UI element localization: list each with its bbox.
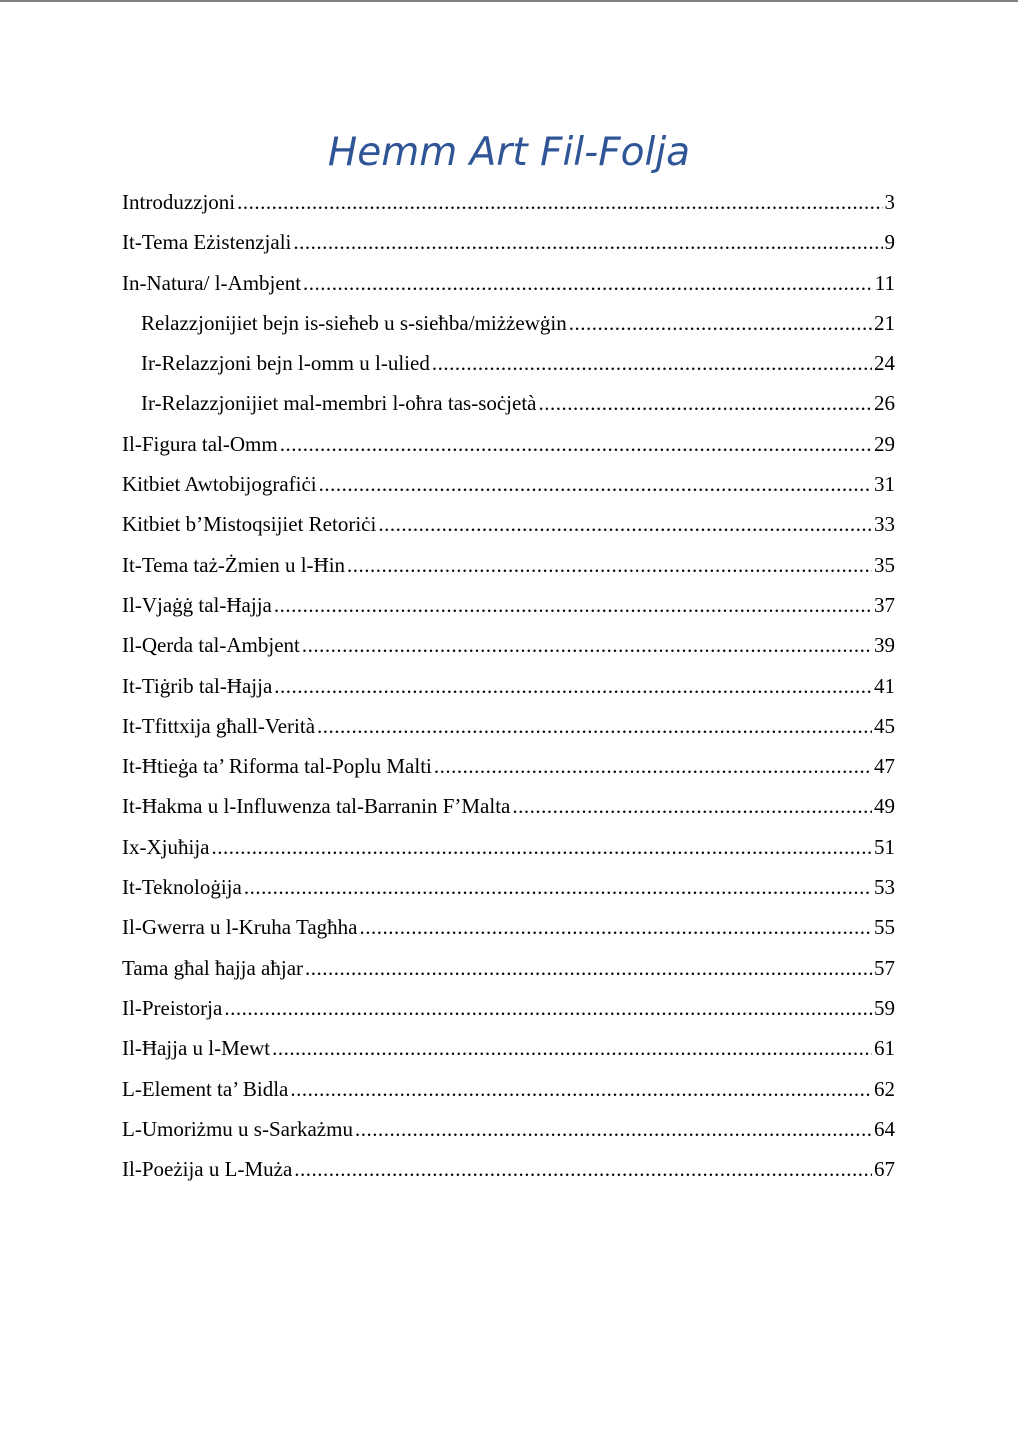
toc-page-number: 11: [874, 270, 895, 295]
toc-dot-leader: [347, 545, 872, 585]
document-title: Hemm Art Fil-Folja: [327, 130, 691, 175]
toc-dot-leader: [512, 786, 872, 826]
toc-page-number: 62: [874, 1076, 895, 1101]
toc-page-number: 37: [874, 592, 895, 617]
toc-entry-label: Ir-Relazzjonijiet mal-membri l-oħra tas-soċjetà: [141, 391, 537, 416]
toc-entry-label: It-Tiġrib tal-Ħajja: [122, 673, 273, 698]
toc-entry-label: Kitbiet b’Mistoqsijiet Retoriċi: [122, 512, 377, 537]
toc-entry-label: Il-Qerda tal-Ambjent: [122, 633, 300, 658]
toc-entry-label: Il-Ħajja u l-Mewt: [122, 1036, 271, 1061]
toc-entry[interactable]: [122, 625, 895, 665]
toc-dot-leader: [272, 1028, 872, 1068]
toc-entry[interactable]: [122, 424, 895, 464]
toc-entry-label: Il-Poeżija u L-Muża: [122, 1157, 293, 1182]
toc-entry[interactable]: [122, 867, 895, 907]
toc-entry-label: Il-Figura tal-Omm: [122, 431, 278, 456]
toc-page-number: 67: [874, 1157, 895, 1182]
toc-entry-label: Il-Gwerra u l-Kruha Tagħha: [122, 915, 358, 940]
toc-dot-leader: [378, 504, 872, 544]
toc-entry[interactable]: [122, 263, 895, 303]
toc-dot-leader: [280, 424, 872, 464]
toc-entry[interactable]: [122, 948, 895, 988]
toc-page-number: 45: [874, 713, 895, 738]
toc-entry[interactable]: [122, 1109, 895, 1149]
toc-dot-leader: [293, 222, 882, 262]
toc-entry[interactable]: [122, 545, 895, 585]
toc-entry[interactable]: [122, 666, 895, 706]
toc-page-number: 33: [874, 512, 895, 537]
toc-entry[interactable]: [122, 464, 895, 504]
toc-subentry[interactable]: [122, 343, 895, 383]
toc-dot-leader: [432, 343, 872, 383]
toc-dot-leader: [244, 867, 872, 907]
toc-entry-label: Ir-Relazzjoni bejn l-omm u l-ulied: [141, 351, 430, 376]
toc-entry-label: Introduzzjoni: [122, 190, 236, 214]
toc-entry-label: Kitbiet Awtobijografiċi: [122, 472, 317, 497]
toc-dot-leader: [319, 464, 872, 504]
toc-entry-label: It-Tema Eżistenzjali: [122, 230, 292, 255]
toc-entry[interactable]: [122, 182, 895, 222]
toc-entry[interactable]: [122, 706, 895, 746]
toc-entry[interactable]: [122, 746, 895, 786]
toc-page-number: 57: [874, 955, 895, 980]
toc-dot-leader: [274, 585, 872, 625]
toc-dot-leader: [539, 383, 873, 423]
toc-page-number: 55: [874, 915, 895, 940]
toc-subentry[interactable]: [122, 383, 895, 423]
toc-page-number: 3: [884, 190, 895, 214]
toc-dot-leader: [290, 1069, 872, 1109]
toc-dot-leader: [434, 746, 872, 786]
toc-entry[interactable]: [122, 1069, 895, 1109]
toc-dot-leader: [317, 706, 872, 746]
toc-page-number: 29: [874, 431, 895, 456]
toc-entry-label: Il-Preistorja: [122, 995, 223, 1020]
toc-page-number: 24: [874, 351, 895, 376]
toc-entry-label: It-Ħakma u l-Influwenza tal-Barranin F’Malta: [122, 794, 511, 819]
toc-entry-label: In-Natura/ l-Ambjent: [122, 270, 302, 295]
toc-page-number: 51: [874, 834, 895, 859]
toc-entry-label: It-Teknoloġija: [122, 875, 242, 900]
toc-dot-leader: [274, 666, 872, 706]
toc-entry-label: Tama għal ħajja aħjar: [122, 955, 304, 980]
toc-entry-label: L-Element ta’ Bidla: [122, 1076, 289, 1101]
toc-dot-leader: [237, 182, 882, 222]
table-of-contents: [122, 182, 895, 1189]
toc-page-number: 61: [874, 1036, 895, 1061]
toc-dot-leader: [359, 907, 872, 947]
toc-dot-leader: [303, 263, 873, 303]
toc-page-number: 21: [874, 310, 895, 335]
toc-entry-label: Ix-Xjuħija: [122, 834, 210, 859]
toc-dot-leader: [224, 988, 872, 1028]
toc-page-number: 26: [874, 391, 895, 416]
toc-entry-label: Relazzjonijiet bejn is-sieħeb u s-sieħba/miżżewġin: [141, 310, 567, 335]
toc-dot-leader: [355, 1109, 872, 1149]
toc-page-number: 31: [874, 472, 895, 497]
toc-page-number: 53: [874, 875, 895, 900]
toc-entry-label: It-Ħtieġa ta’ Riforma tal-Poplu Malti: [122, 754, 432, 779]
toc-dot-leader: [305, 948, 872, 988]
toc-entry[interactable]: [122, 786, 895, 826]
toc-dot-leader: [211, 827, 872, 867]
toc-entry-label: Il-Vjaġġ tal-Ħajja: [122, 592, 272, 617]
toc-entry[interactable]: [122, 1028, 895, 1068]
toc-entry-label: It-Tema taż-Żmien u l-Ħin: [122, 552, 346, 577]
page-top-border: [0, 0, 1018, 2]
toc-page-number: 39: [874, 633, 895, 658]
toc-entry[interactable]: [122, 1149, 895, 1189]
toc-entry-label: L-Umoriżmu u s-Sarkażmu: [122, 1116, 353, 1141]
toc-dot-leader: [569, 303, 872, 343]
toc-page-number: 47: [874, 754, 895, 779]
toc-page-number: 64: [874, 1116, 895, 1141]
toc-dot-leader: [294, 1149, 872, 1189]
toc-page-number: 41: [874, 673, 895, 698]
toc-page-number: 49: [874, 794, 895, 819]
toc-dot-leader: [302, 625, 872, 665]
toc-page-number: 9: [884, 230, 895, 255]
toc-entry[interactable]: [122, 585, 895, 625]
toc-entry[interactable]: [122, 504, 895, 544]
toc-entry[interactable]: [122, 827, 895, 867]
toc-entry-label: It-Tfittxija għall-Verità: [122, 713, 316, 738]
toc-page-number: 59: [874, 995, 895, 1020]
toc-subentry[interactable]: [122, 303, 895, 343]
toc-page-number: 35: [874, 552, 895, 577]
toc-entry[interactable]: [122, 222, 895, 262]
toc-entry[interactable]: [122, 988, 895, 1028]
toc-entry[interactable]: [122, 907, 895, 947]
